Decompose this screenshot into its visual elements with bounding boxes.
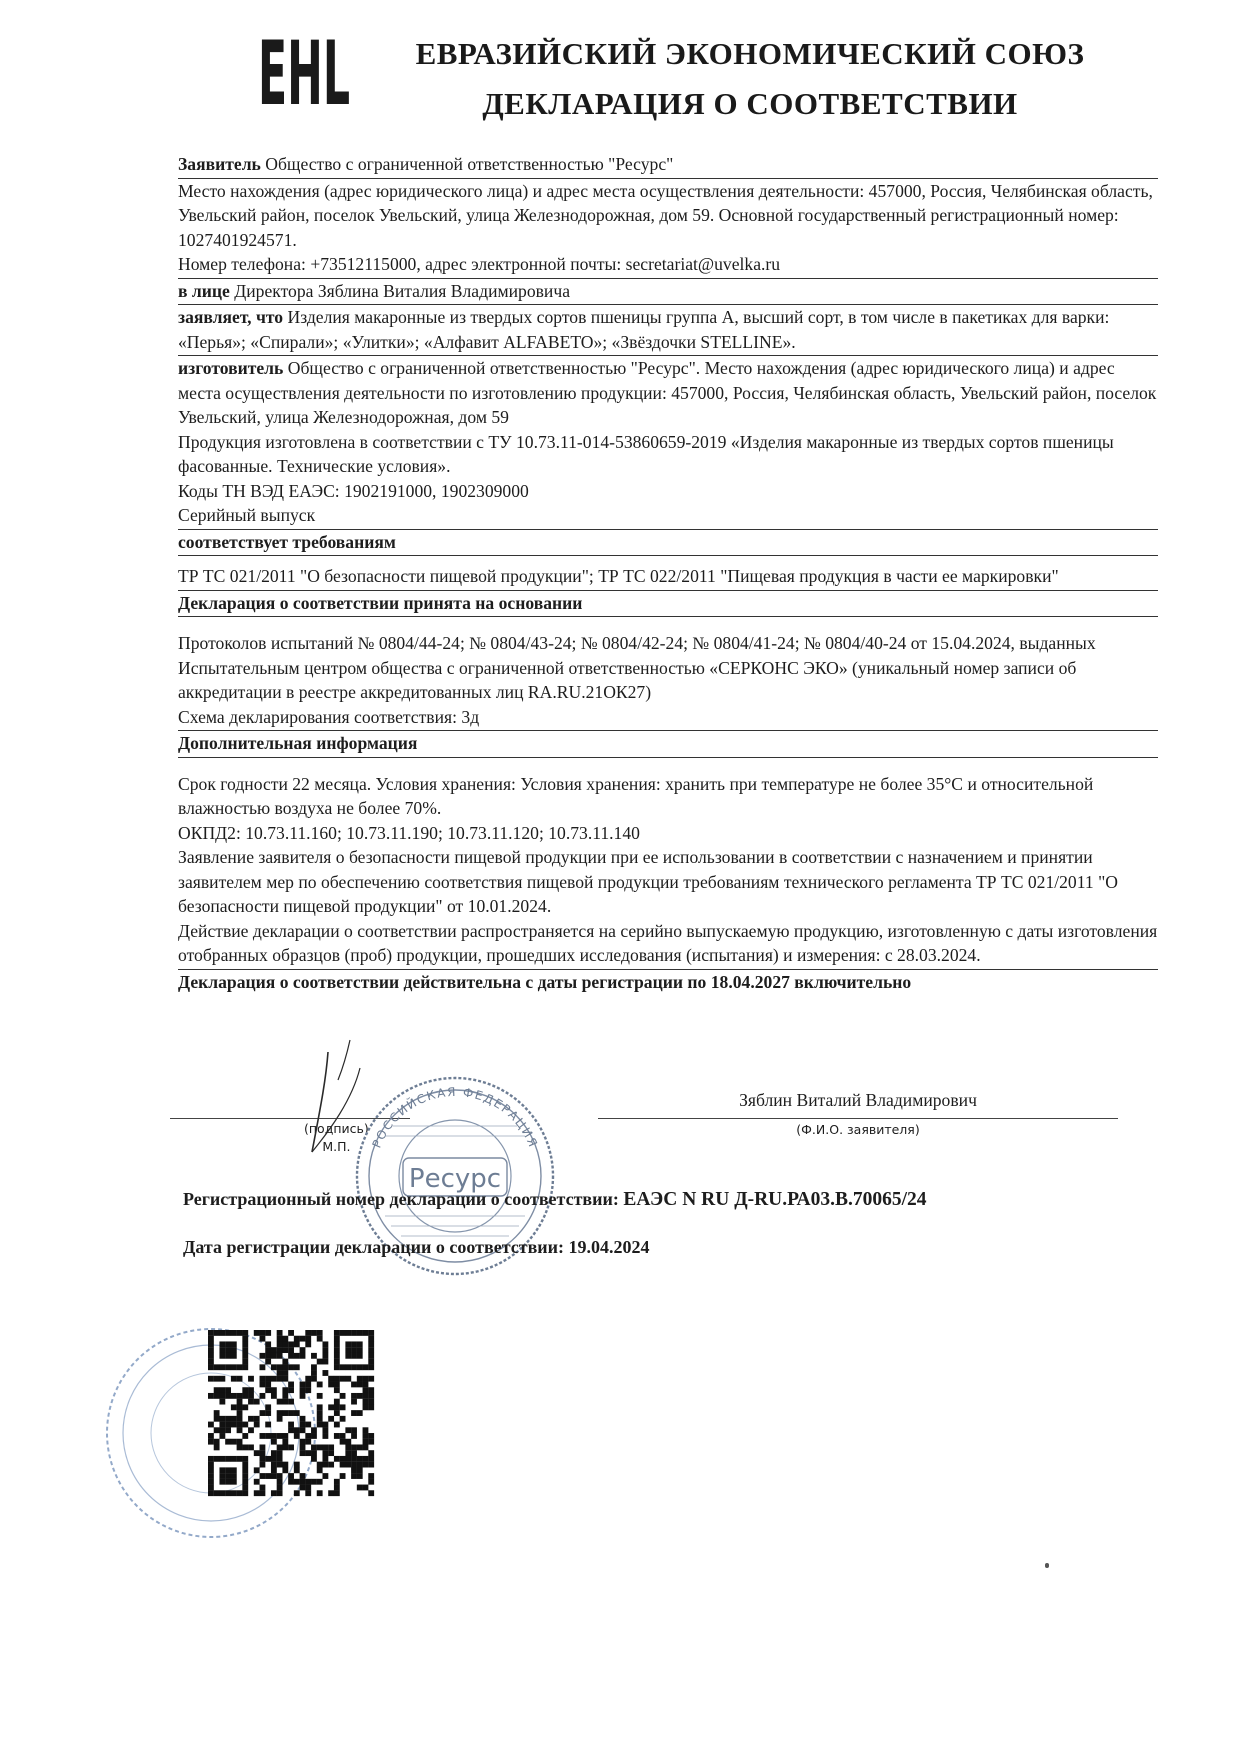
basis-label: Декларация о соответствии принята на основании [178,592,583,613]
representative-value: Директора Зяблина Виталия Владимировича [229,280,571,301]
signature-caption-mp: М.П. [322,1139,351,1154]
conforms-value-section [178,564,1158,591]
signature-caption-sign: (подпись) [304,1121,369,1136]
eac-logo [256,22,352,125]
union-title: ЕВРАЗИЙСКИЙ ЭКОНОМИЧЕСКИЙ СОЮЗ [415,36,1085,71]
eac-logo-text: EHL [258,22,350,125]
registration-date [183,1237,650,1258]
additional-storage: Срок годности 22 месяца. Условия хранения: Условия хранения: хранить при температуре не более 35°С и относительной влажностью воздуха не более 70%. [178,773,1094,818]
basis-value: Протоколов испытаний № 0804/44-24; № 0804/43-24; № 0804/42-24; № 0804/41-24; № 0804/40-24 от 15.04.2024, выданных Испытательным центром общества с ограниченной ответственностью «СЕРКОНС ЭКО» (уникальный номер записи об аккредитации в реестре аккредитованных лиц RA.RU.21ОК27) [178,633,1096,702]
additional-section [178,731,1158,758]
conforms-section [178,530,1158,557]
manufacturer-label: изготовитель [178,358,284,378]
representative-section [178,279,1158,306]
registration-date-value: 19.04.2024 [568,1237,650,1257]
conforms-value: ТР ТС 021/2011 "О безопасности пищевой продукции"; ТР ТС 022/2011 "Пищевая продукция в части ее маркировки" [178,566,1059,586]
conforms-label: соответствует требованиям [178,531,396,552]
additional-scope: Действие декларации о соответствии распространяется на серийно выпускаемую продукцию, изготовленную с даты изготовления отобранных образцов (проб) продукции, прошедших исследования (испытания) и измерения: с 28.03.2024. [178,920,1158,965]
validity-statement: Декларация о соответствии действительна с даты регистрации по 18.04.2027 включительно [178,971,912,992]
representative-label: в лице [178,280,230,301]
declares-label: заявляет, что [178,307,284,327]
applicant-name: Общество с ограниченной ответственностью "Ресурс" [260,154,674,174]
manufacturer-spec: Продукция изготовлена в соответствии с ТУ 10.73.11-014-53860659-2019 «Изделия макаронные из твердых сортов пшеницы фасованные. Технические условия». [178,431,1114,476]
applicant-section [178,152,1158,179]
applicant-label: Заявитель [178,154,261,174]
applicant-address-section [178,179,1158,279]
declaration-body [178,152,1158,994]
declares-value: Изделия макаронные из твердых сортов пшеницы группа А, высший сорт, в том числе в пакетиках для варки: «Перья»; «Спирали»; «Улитки»; «Алфавит ALFABETO»; «Звёздочки STELLINE». [178,307,1110,352]
declaration-title: ДЕКЛАРАЦИЯ О СООТВЕТСТВИИ [482,86,1018,121]
stamp-center-text: Ресурс [408,1164,502,1194]
qr-code[interactable] [208,1330,374,1496]
registration-number [183,1189,927,1211]
additional-statement: Заявление заявителя о безопасности пищевой продукции при ее использовании в соответствии с назначением и принятии заявителем мер по обеспечению соответствия пищевой продукции требованиям технического регламента ТР ТС 021/2011 "О безопасности пищевой продукции" от 10.01.2024. [178,847,1118,916]
basis-section [178,591,1158,618]
additional-value-section [178,772,1158,970]
applicant-contacts: Номер телефона: +73512115000, адрес электронной почты: secretariat@uvelka.ru [178,254,781,274]
registration-date-label: Дата регистрации декларации о соответствии: [183,1237,565,1257]
applicant-address: Место нахождения (адрес юридического лица) и адрес места осуществления деятельности: 457000, Россия, Челябинская область, Увельский район, поселок Увельский, улица Железнодорожная, дом 59. Основной государственный регистрационный номер: 1027401924571. [178,180,1153,250]
manufacturer-value: Общество с ограниченной ответственностью "Ресурс". Место нахождения (адрес юридического лица) и адрес места осуществления деятельности по изготовлению продукции: 457000, Россия, Челябинская область, Увельский район, поселок Увельский, улица Железнодорожная, дом 59 [178,358,1157,427]
svg-text:РОССИЙСКАЯ ФЕДЕРАЦИЯ [369,1085,540,1150]
release-type: Серийный выпуск [178,505,316,525]
applicant-full-name: Зяблин Виталий Владимирович [739,1090,977,1110]
declares-section [178,305,1158,356]
name-line [598,1118,1118,1119]
registration-number-value: ЕАЭС N RU Д-RU.РА03.В.70065/24 [623,1189,927,1210]
additional-okpd: ОКПД2: 10.73.11.160; 10.73.11.190; 10.73.11.120; 10.73.11.140 [178,822,640,843]
declaration-scheme: Схема декларирования соответствия: 3д [178,706,480,727]
registration-number-label: Регистрационный номер декларации о соответствии: [183,1189,619,1209]
speck [1045,1563,1049,1568]
manufacturer-section [178,356,1158,530]
additional-label: Дополнительная информация [178,733,418,753]
stamp-outer-text: РОССИЙСКАЯ ФЕДЕРАЦИЯ [369,1084,541,1151]
basis-value-section [178,631,1158,731]
hs-codes: Коды ТН ВЭД ЕАЭС: 1902191000, 1902309000 [178,480,529,501]
name-caption: (Ф.И.О. заявителя) [796,1122,920,1137]
